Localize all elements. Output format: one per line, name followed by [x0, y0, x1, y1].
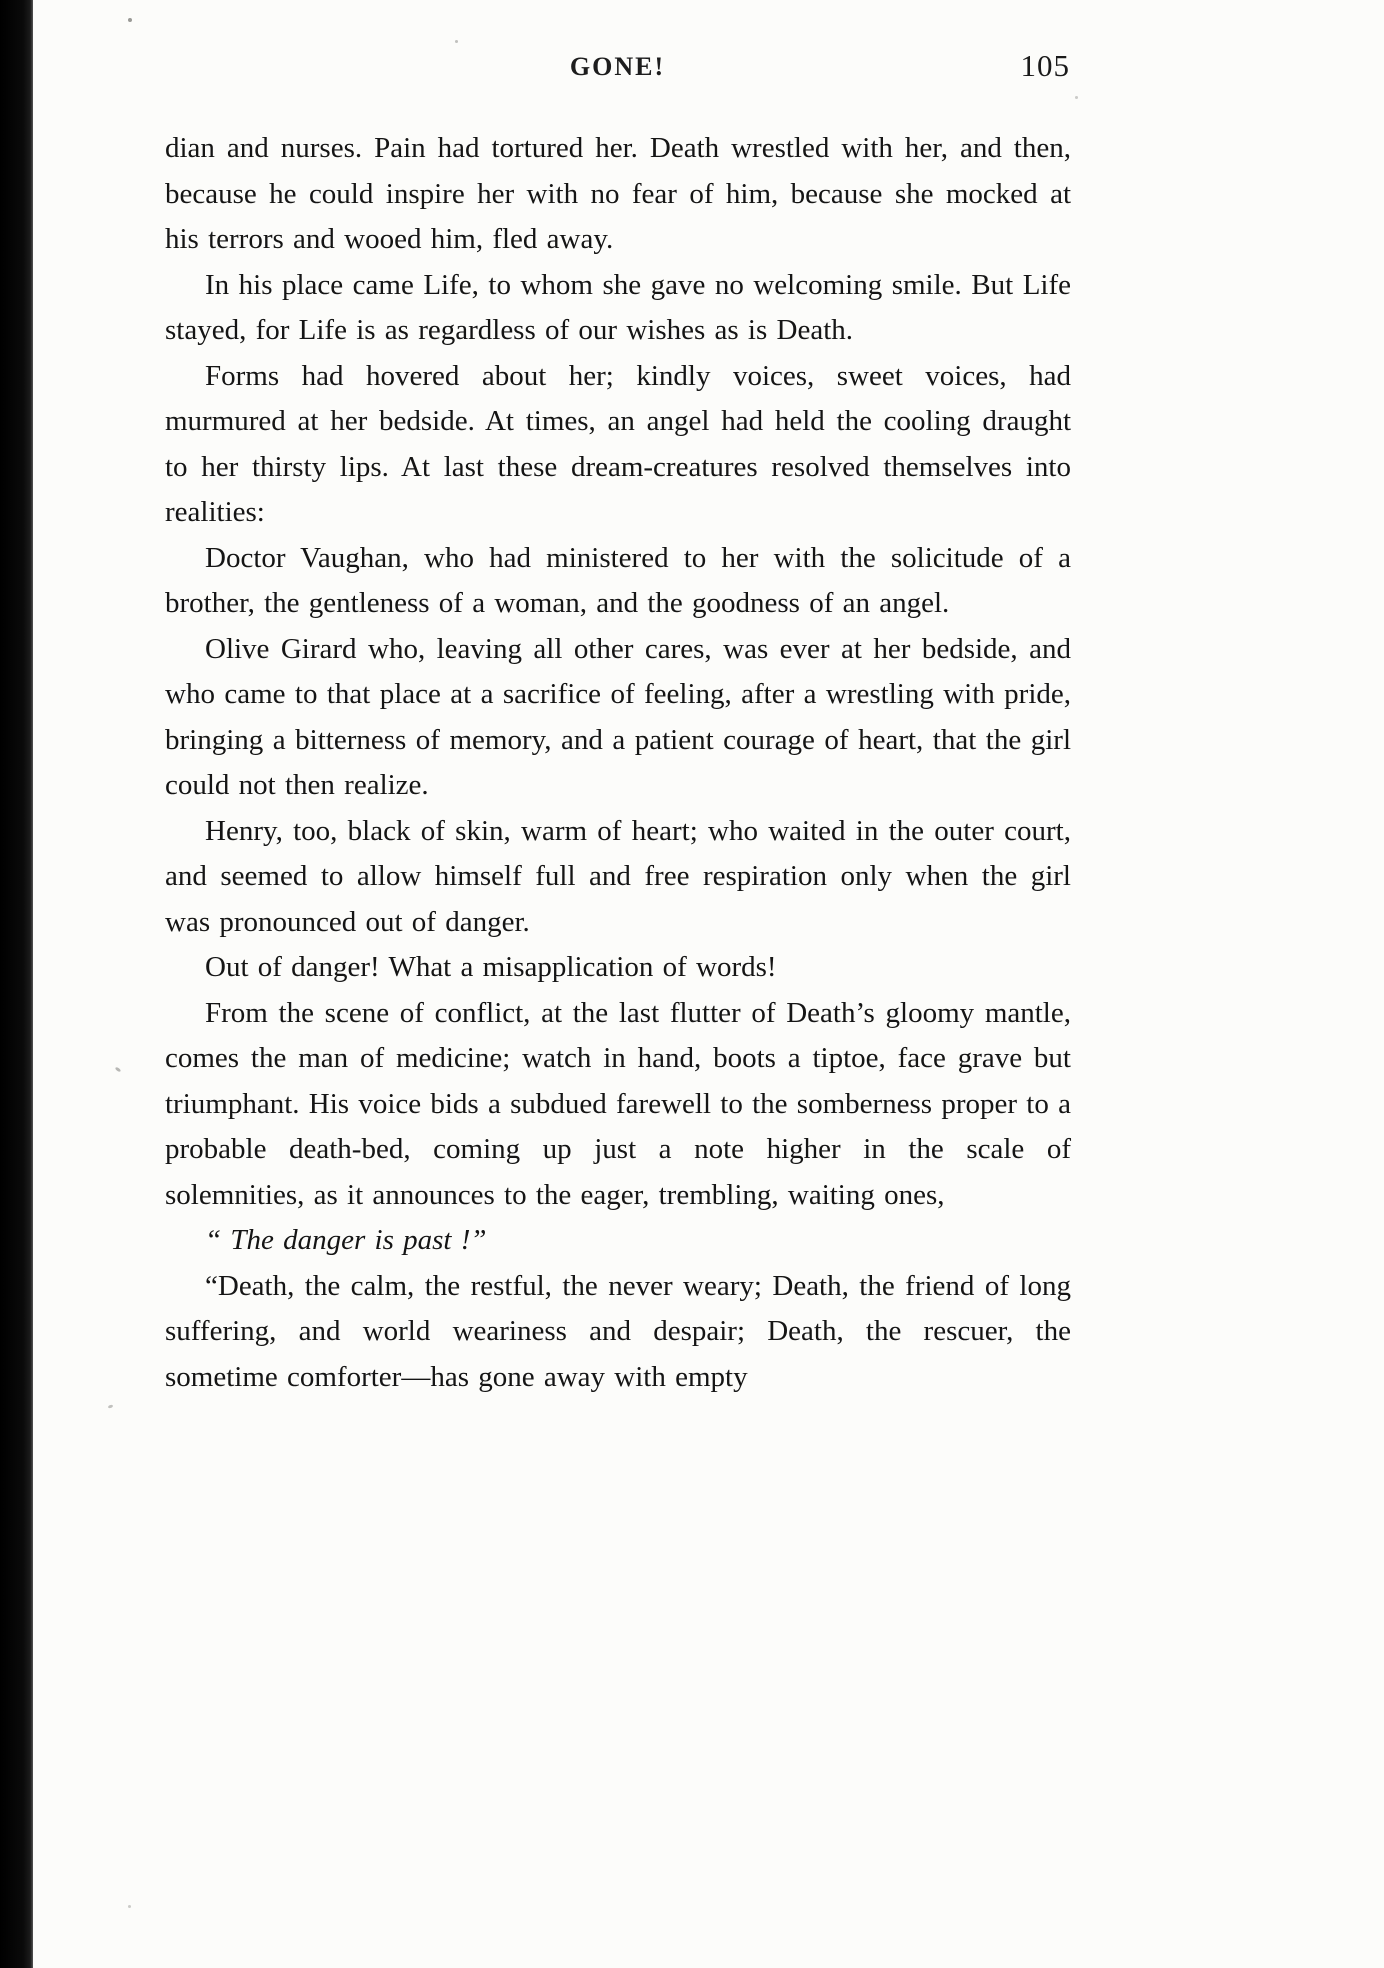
scan-speck: [128, 1905, 131, 1908]
paragraph: “Death, the calm, the restful, the never weary; Death, the friend of long suffering, and world weariness and despair; Death, the rescuer, the sometime comforter—has gone away with empty: [165, 1269, 1071, 1393]
running-header: [165, 48, 1070, 92]
page-body-text: [165, 126, 1071, 1400]
paragraph: Olive Girard who, leaving all other cares, was ever at her bedside, and who came to that place at a sacrifice of feeling, after a wrestling with pride, bringing a bitterness of memory, and a patient courage of heart, that the girl could not then realize.: [165, 632, 1071, 801]
paragraph: Out of danger! What a misapplication of words!: [205, 951, 777, 983]
paragraph: Doctor Vaughan, who had ministered to her with the solicitude of a brother, the gentleness of a woman, and the goodness of an angel.: [165, 541, 1071, 619]
page-number: 105: [1020, 48, 1070, 83]
paragraph-quote-italic: “ The danger is past !”: [205, 1224, 487, 1256]
paragraph-continuation: dian and nurses. Pain had tortured her. Death wrestled with her, and then, because he could inspire her with no fear of him, because she mocked at his terrors and wooed him, fled away.: [165, 132, 1071, 255]
running-head-title: GONE!: [569, 52, 666, 81]
paragraph: From the scene of conflict, at the last flutter of Death’s gloomy mantle, comes the man of medicine; watch in hand, boots a tiptoe, face grave but triumphant. His voice bids a subdued farewell to the somberness proper to a probable death-bed, coming up just a note higher in the scale of solemnities, as it announces to the eager, trembling, waiting ones,: [165, 996, 1071, 1211]
scan-edge-artifact: [0, 0, 33, 1968]
scan-speck: [128, 18, 132, 22]
paragraph: In his place came Life, to whom she gave no welcoming smile. But Life stayed, for Life is as regardless of our wishes as is Death.: [165, 268, 1071, 346]
scan-speck: [1075, 96, 1078, 99]
paragraph: Henry, too, black of skin, warm of heart; who waited in the outer court, and seemed to allow himself full and free respiration only when the girl was pronounced out of danger.: [165, 814, 1071, 938]
paragraph: Forms had hovered about her; kindly voices, sweet voices, had murmured at her bedside. At times, an angel had held the cooling draught to her thirsty lips. At last these dream-creatures resolved themselves into realities:: [165, 359, 1071, 528]
scan-speck: [455, 40, 458, 43]
scan-speck: [115, 1067, 122, 1073]
scan-speck: [108, 1404, 114, 1409]
